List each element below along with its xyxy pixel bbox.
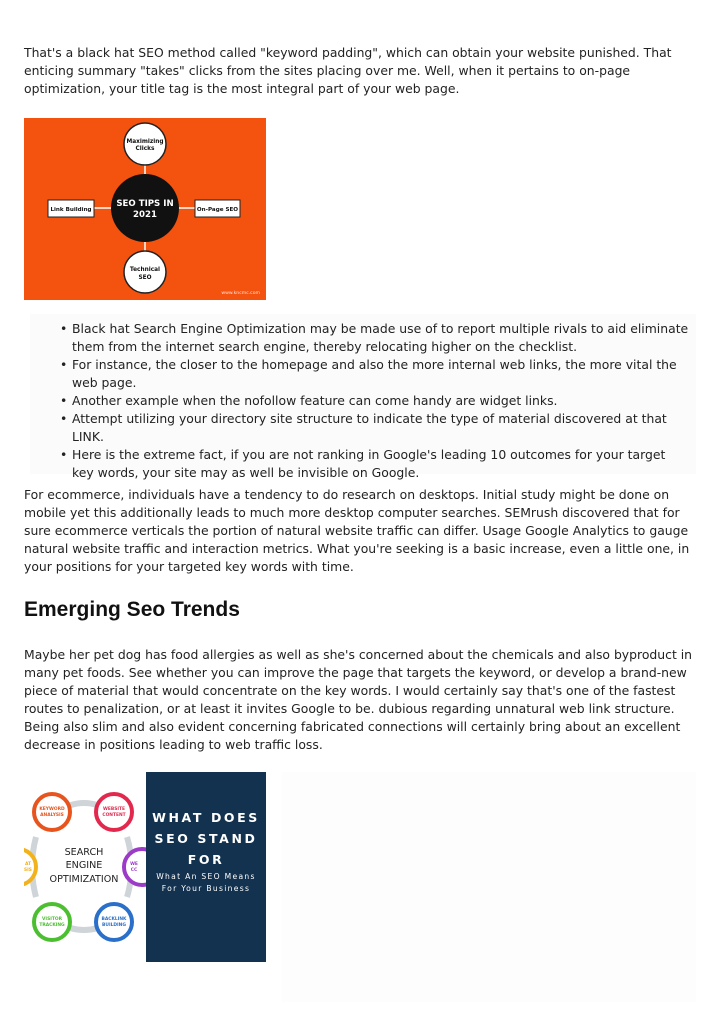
watermark-text: www.kncmc.com xyxy=(221,291,260,296)
bullet-marker: • xyxy=(60,411,68,426)
right-label: On-Page SEO xyxy=(196,207,239,213)
cycle-center-line3: OPTIMIZATION xyxy=(49,874,119,885)
bullet-marker: • xyxy=(60,393,68,408)
backlink-label-line1: BACKLINK xyxy=(101,917,127,922)
bullet-item xyxy=(30,356,690,392)
lower-background xyxy=(282,772,696,1002)
visitor-label-line2: TRACKING xyxy=(39,923,65,928)
poster-line2: SEO STAND xyxy=(154,831,258,846)
bottom-label-line2: SEO xyxy=(138,275,152,281)
top-label-line2: Clicks xyxy=(135,146,155,152)
left-partial-line1: AT xyxy=(24,862,32,867)
paragraph-pet-dog: Maybe her pet dog has food allergies as well as she's concerned about the chemicals and also byproduct in many pet foods. See whether you can improve the page that targets the keyword, or develop a brand-new piece of material that would concentrate on the key words. I would certainly say that's one of the fastest routes to penalization, or at least it invites Google to be. dubious regarding unnatural web link structure. Being also slim and also evident concerning fabricated connections will certainly bring about an excellent decrease in positions leading to web traffic loss. xyxy=(24,647,693,752)
center-label-line2: 2021 xyxy=(133,210,157,220)
keyword-label-line1: KEYWORD xyxy=(39,807,65,812)
website-label-line1: WEBSITE xyxy=(103,807,125,812)
bottom-label-line1: Technical xyxy=(129,267,161,273)
poster-line3: FOR xyxy=(187,852,225,867)
seo-tips-diagram-image xyxy=(24,118,266,300)
left-partial-line2: SIS xyxy=(24,868,32,873)
website-label-line2: CONTENT xyxy=(102,813,126,818)
right-partial-line1: WE xyxy=(130,862,138,867)
bullet-item xyxy=(30,410,690,446)
what-does-seo-stand-for-image xyxy=(146,772,266,962)
poster-line5: For Your Business xyxy=(161,884,251,893)
bullet-marker: • xyxy=(60,357,68,372)
bullet-item xyxy=(30,446,690,482)
left-label: Link Building xyxy=(50,207,92,213)
bullet-text: Another example when the nofollow feature can come handy are widget links. xyxy=(72,393,558,408)
bullet-text: Black hat Search Engine Optimization may be made use of to report multiple rivals to aid eliminate them from the internet search engine, thereby relocating higher on the checklist. xyxy=(72,321,689,354)
bullet-marker: • xyxy=(60,321,68,336)
cycle-center-line1: SEARCH xyxy=(64,847,104,858)
right-partial-line2: CC xyxy=(130,868,138,873)
tips-bullet-list xyxy=(30,320,690,482)
visitor-label-line1: VISITOR xyxy=(42,917,62,922)
seo-cycle-diagram-image xyxy=(24,772,146,962)
bullet-item xyxy=(30,320,690,356)
bullet-marker: • xyxy=(60,447,68,462)
bullet-item xyxy=(30,392,690,410)
center-label-line1: SEO TIPS IN xyxy=(116,199,174,209)
backlink-label-line2: BUILDING xyxy=(102,923,126,928)
top-label-line1: Maximizing xyxy=(126,139,164,145)
cycle-center-line2: ENGINE xyxy=(65,860,103,871)
bullet-text: For instance, the closer to the homepage and also the more internal web links, the more vital the web page. xyxy=(72,357,677,390)
paragraph-ecommerce: For ecommerce, individuals have a tendency to do research on desktops. Initial study might be done on mobile yet this additionally leads to much more desktop computer searches. SEMrush discovered that for sure ecommerce verticals the portion of natural website traffic can differ. Usage Google Analytics to gauge natural website traffic and interaction metrics. What you're seeking is a basic increase, even a little one, in your positions for your targeted key words with time. xyxy=(24,487,690,574)
section-heading: Emerging Seo Trends xyxy=(24,598,240,621)
bullet-text: Attempt utilizing your directory site structure to indicate the type of material discovered at that LINK. xyxy=(72,411,667,444)
poster-line4: What An SEO Means xyxy=(156,872,256,881)
poster-line1: WHAT DOES xyxy=(152,810,260,825)
bullet-text: Here is the extreme fact, if you are not ranking in Google's leading 10 outcomes for your target key words, your site may as well be invisible on Google. xyxy=(72,447,666,480)
keyword-label-line2: ANALYSIS xyxy=(40,813,64,818)
paragraph-keyword-padding: That's a black hat SEO method called "keyword padding", which can obtain your website punished. That enticing summary "takes" clicks from the sites placing over me. Well, when it pertains to on-page optimization, your title tag is the most integral part of your web page. xyxy=(24,45,672,96)
